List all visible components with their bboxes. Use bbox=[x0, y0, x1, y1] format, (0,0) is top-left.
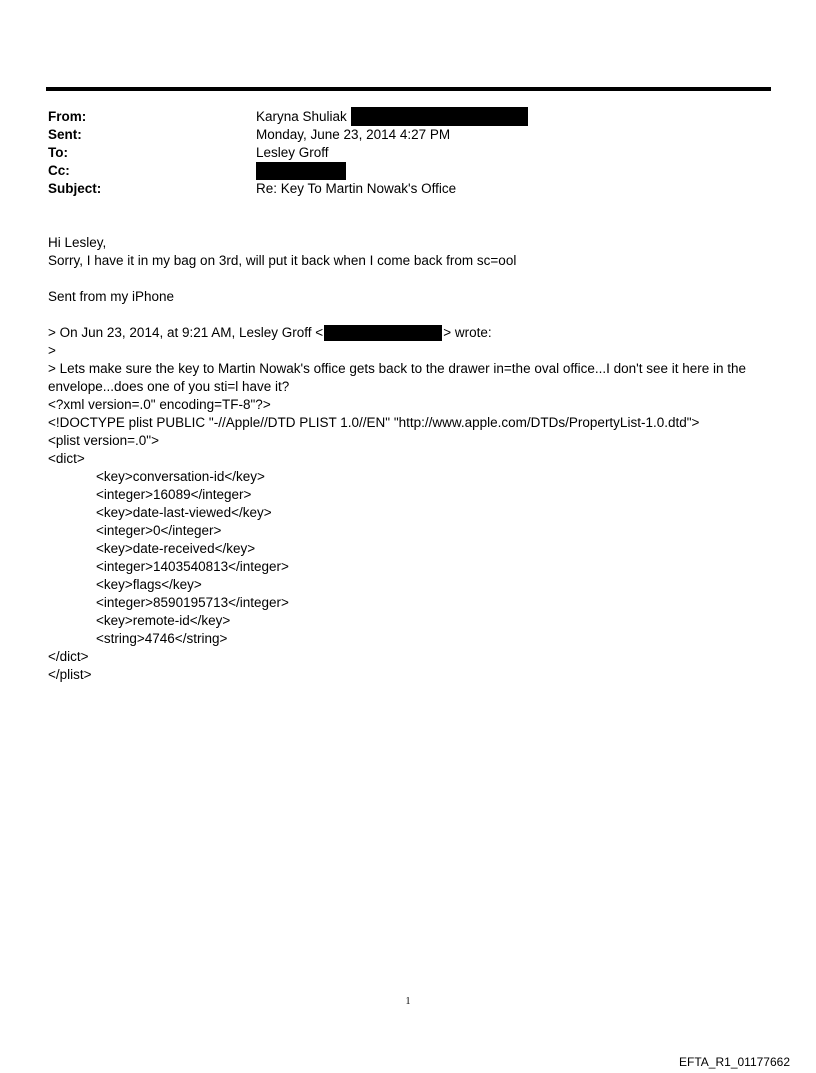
plist-entry: <key>date-last-viewed</key> bbox=[96, 505, 272, 520]
cc-label: Cc: bbox=[48, 163, 70, 178]
redaction-box bbox=[324, 325, 442, 341]
document-id: EFTA_R1_01177662 bbox=[679, 1055, 790, 1069]
sent-value: Monday, June 23, 2014 4:27 PM bbox=[256, 127, 451, 142]
plist-entry: <key>conversation-id</key> bbox=[96, 469, 265, 484]
quote-intro-before: > On Jun 23, 2014, at 9:21 AM, Lesley Groff < bbox=[48, 325, 324, 340]
from-name: Karyna Shuliak bbox=[256, 109, 347, 124]
quote-intro bbox=[48, 324, 768, 342]
quote-intro-after: > wrote: bbox=[443, 325, 492, 340]
subject-value: Re: Key To Martin Nowak's Office bbox=[256, 181, 457, 196]
redaction-box bbox=[256, 162, 346, 180]
sent-label: Sent: bbox=[48, 127, 82, 142]
plist-entry: <key>remote-id</key> bbox=[96, 613, 231, 628]
quoted-message: > Lets make sure the key to Martin Nowak's office gets back to the drawer in=the oval office...I don't see it here in the envelope...does one of you sti=l have it? bbox=[48, 361, 747, 394]
plist-entry: <integer>0</integer> bbox=[96, 523, 222, 538]
signature: Sent from my iPhone bbox=[48, 289, 175, 304]
quote-blank-line: > bbox=[48, 343, 56, 358]
plist-entry: <key>flags</key> bbox=[96, 577, 202, 592]
email-body bbox=[48, 234, 768, 684]
doctype-line: <!DOCTYPE plist PUBLIC "-//Apple//DTD PLIST 1.0//EN" "http://www.apple.com/DTDs/PropertyList-1.0.dtd"> bbox=[48, 415, 700, 430]
cc-value bbox=[256, 162, 346, 180]
from-value bbox=[256, 108, 528, 126]
spacer bbox=[48, 306, 768, 324]
plist-close: </plist> bbox=[48, 667, 92, 682]
plist-open: <plist version=.0"> bbox=[48, 433, 159, 448]
dict-close: </dict> bbox=[48, 649, 89, 664]
greeting: Hi Lesley, bbox=[48, 235, 107, 250]
subject-label: Subject: bbox=[48, 181, 102, 196]
page-number: 1 bbox=[405, 996, 411, 1007]
to-value: Lesley Groff bbox=[256, 145, 329, 160]
from-label: From: bbox=[48, 109, 87, 124]
reply-line: Sorry, I have it in my bag on 3rd, will put it back when I come back from sc=ool bbox=[48, 253, 517, 268]
plist-entry: <integer>16089</integer> bbox=[96, 487, 252, 502]
xml-declaration: <?xml version=.0" encoding=TF-8"?> bbox=[48, 397, 271, 412]
redaction-box bbox=[351, 107, 528, 126]
plist-entry: <integer>8590195713</integer> bbox=[96, 595, 289, 610]
to-label: To: bbox=[48, 145, 68, 160]
dict-open: <dict> bbox=[48, 451, 85, 466]
plist-entry: <integer>1403540813</integer> bbox=[96, 559, 289, 574]
plist-entry: <key>date-received</key> bbox=[96, 541, 256, 556]
header-rule bbox=[46, 87, 771, 91]
plist-entry: <string>4746</string> bbox=[96, 631, 228, 646]
spacer bbox=[48, 270, 768, 288]
